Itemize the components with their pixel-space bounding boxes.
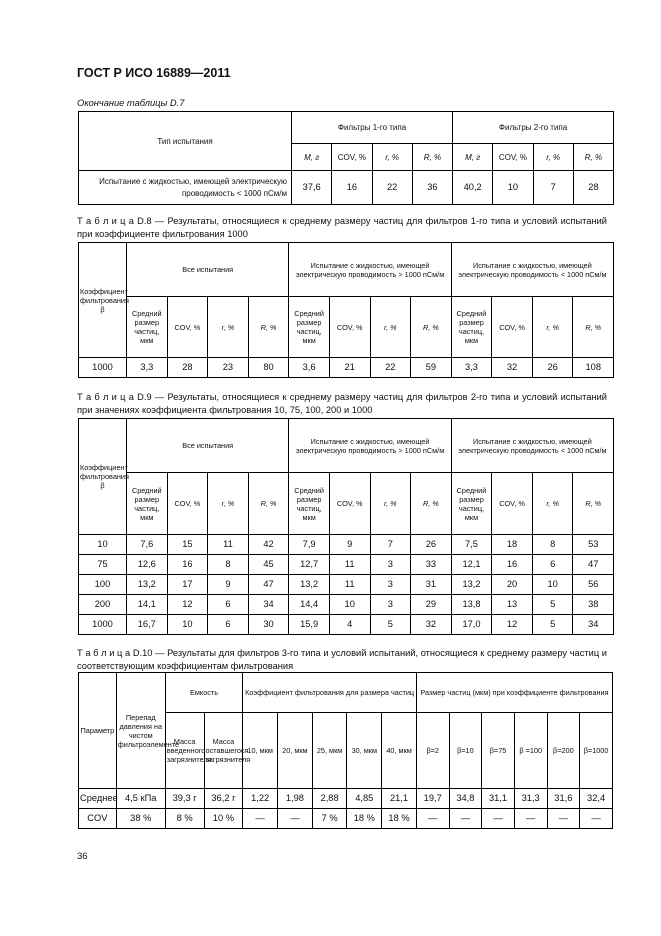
table-cell: 12,1 — [451, 555, 492, 575]
table-cell: 18 % — [382, 809, 417, 829]
table-cell: 4 — [329, 615, 370, 635]
table-cell: 4,85 — [347, 789, 382, 809]
table-cell: 17 — [167, 575, 208, 595]
table-cell: 18 % — [347, 809, 382, 829]
table-cell: 38 — [573, 595, 614, 615]
table-cell: 31,6 — [547, 789, 580, 809]
head-high-conductivity: Испытание с жидкостью, имеющей электрическую проводимость > 1000 пСм/м — [289, 419, 451, 473]
head-mass-retained: Масса оставшегося загрязнителя — [204, 713, 243, 789]
head-beta: Коэффициент фильтрования β — [79, 419, 127, 535]
sub-header: r, % — [208, 473, 249, 535]
table-cell: 29 — [411, 595, 452, 615]
table-cell: 37,6 — [292, 171, 332, 205]
sub-header: COV, % — [492, 473, 533, 535]
head-test-type: Тип испытания — [79, 112, 292, 171]
sub-header: R, % — [411, 473, 452, 535]
table-cell: 80 — [248, 358, 289, 378]
sub-header: r, % — [208, 297, 249, 358]
table-row — [79, 809, 613, 829]
table-cell: 5 — [532, 615, 573, 635]
table-cell: 28 — [167, 358, 208, 378]
sub-header: r, % — [370, 297, 411, 358]
table-cell: 34,8 — [449, 789, 482, 809]
table-cell: 18 — [492, 535, 533, 555]
table-row — [79, 789, 613, 809]
table-row — [79, 358, 614, 378]
table-d7-caption: Окончание таблицы D.7 — [77, 98, 185, 108]
table-row — [79, 615, 614, 635]
table-cell: 28 — [573, 171, 613, 205]
table-cell: 5 — [370, 615, 411, 635]
beta-cell: 1000 — [79, 358, 127, 378]
table-cell: 20 — [492, 575, 533, 595]
size-col-header: β=75 — [482, 713, 515, 789]
table-cell: 3 — [370, 555, 411, 575]
table-cell: 34 — [573, 615, 614, 635]
table-cell: 6 — [208, 595, 249, 615]
row-label: Испытание с жидкостью, имеющей электрическую проводимость < 1000 пСм/м — [79, 171, 292, 205]
table-cell: 1,22 — [243, 789, 278, 809]
table-cell: 11 — [329, 555, 370, 575]
table-row — [79, 575, 614, 595]
size-col-header: β=10 — [449, 713, 482, 789]
table-d10 — [78, 672, 613, 829]
head-pressure-drop: Перепад давления на чистом фильтроэлементе — [116, 673, 165, 789]
sub-header: COV, % — [329, 473, 370, 535]
sub-header: Средний размер частиц, мкм — [127, 473, 168, 535]
table-cell: — — [482, 809, 515, 829]
table-cell: 7,6 — [127, 535, 168, 555]
col-header: r, % — [372, 144, 412, 171]
table-cell: — — [278, 809, 313, 829]
table-cell: 7 % — [312, 809, 347, 829]
table-cell: 2,88 — [312, 789, 347, 809]
table-cell: 11 — [329, 575, 370, 595]
table-cell: 8 % — [165, 809, 204, 829]
col-header: М, г — [292, 144, 332, 171]
table-cell: 16 — [492, 555, 533, 575]
table-cell: 12 — [167, 595, 208, 615]
table-cell: 5 — [532, 595, 573, 615]
table-cell: 53 — [573, 535, 614, 555]
head-beta-group: Коэффициент фильтрования для размера частиц — [243, 673, 417, 713]
sub-header: Средний размер частиц, мкм — [127, 297, 168, 358]
table-cell: 8 — [532, 535, 573, 555]
table-cell: 10 — [493, 171, 533, 205]
table-cell: 34 — [248, 595, 289, 615]
beta-cell: 1000 — [79, 615, 127, 635]
table-cell: 14,1 — [127, 595, 168, 615]
size-col-header: β =100 — [514, 713, 547, 789]
table-cell: 16 — [332, 171, 372, 205]
beta-cell: 200 — [79, 595, 127, 615]
table-cell: 13 — [492, 595, 533, 615]
table-cell: — — [243, 809, 278, 829]
table-cell: 56 — [573, 575, 614, 595]
table-cell: 3 — [370, 575, 411, 595]
table-cell: 26 — [532, 358, 573, 378]
document-title: ГОСТ Р ИСО 16889—2011 — [77, 66, 231, 80]
table-cell: 12 — [492, 615, 533, 635]
head-capacity: Емкость — [165, 673, 243, 713]
table-cell: 30 — [248, 615, 289, 635]
table-cell: 3,3 — [127, 358, 168, 378]
table-cell: 108 — [573, 358, 614, 378]
table-cell: 59 — [411, 358, 452, 378]
head-parameter: Параметр — [79, 673, 117, 789]
table-cell: 10 — [532, 575, 573, 595]
head-all-tests: Все испытания — [127, 243, 289, 297]
table-cell: 31,1 — [482, 789, 515, 809]
table-cell: 6 — [532, 555, 573, 575]
head-low-conductivity: Испытание с жидкостью, имеющей электрическую проводимость < 1000 пСм/м — [451, 243, 613, 297]
sub-header: Средний размер частиц, мкм — [289, 297, 330, 358]
sub-header: COV, % — [167, 473, 208, 535]
beta-cell: 100 — [79, 575, 127, 595]
sub-header: COV, % — [492, 297, 533, 358]
col-header: R, % — [412, 144, 452, 171]
table-cell: 7 — [370, 535, 411, 555]
table-cell: 47 — [248, 575, 289, 595]
size-col-header: β=200 — [547, 713, 580, 789]
head-high-conductivity: Испытание с жидкостью, имеющей электрическую проводимость > 1000 пСм/м — [289, 243, 451, 297]
sub-header: r, % — [370, 473, 411, 535]
beta-col-header: 40, мкм — [382, 713, 417, 789]
table-d7 — [78, 111, 614, 205]
head-all-tests: Все испытания — [127, 419, 289, 473]
table-cell: 45 — [248, 555, 289, 575]
table-cell: 13,2 — [289, 575, 330, 595]
table-cell: 36 — [412, 171, 452, 205]
table-cell: 39,3 г — [165, 789, 204, 809]
size-col-header: β=2 — [416, 713, 449, 789]
page-number: 36 — [77, 851, 88, 862]
table-cell: 16,7 — [127, 615, 168, 635]
beta-cell: 75 — [79, 555, 127, 575]
table-cell: 36,2 г — [204, 789, 243, 809]
table-cell: 14,4 — [289, 595, 330, 615]
size-col-header: β=1000 — [580, 713, 613, 789]
col-header: COV, % — [493, 144, 533, 171]
head-low-conductivity: Испытание с жидкостью, имеющей электрическую проводимость < 1000 пСм/м — [451, 419, 613, 473]
table-cell: — — [580, 809, 613, 829]
table-cell: — — [449, 809, 482, 829]
table-cell: 16 — [167, 555, 208, 575]
table-cell: 26 — [411, 535, 452, 555]
table-cell: 7 — [533, 171, 573, 205]
table-cell: 1,98 — [278, 789, 313, 809]
beta-col-header: 25, мкм — [312, 713, 347, 789]
sub-header: Средний размер частиц, мкм — [451, 297, 492, 358]
table-cell: 42 — [248, 535, 289, 555]
table-cell: 3 — [370, 595, 411, 615]
table-cell: 9 — [208, 575, 249, 595]
table-cell: 32 — [411, 615, 452, 635]
table-cell: 32,4 — [580, 789, 613, 809]
table-cell: 13,2 — [127, 575, 168, 595]
head-beta: Коэффициент фильтрования β — [79, 243, 127, 358]
table-cell: 13,8 — [451, 595, 492, 615]
table-d9 — [78, 418, 614, 635]
table-cell: 8 — [208, 555, 249, 575]
table-cell: — — [514, 809, 547, 829]
sub-header: R, % — [573, 297, 614, 358]
head-size-group: Размер частиц (мкм) при коэффициенте фильтрования — [416, 673, 612, 713]
sub-header: R, % — [573, 473, 614, 535]
table-cell: 15,9 — [289, 615, 330, 635]
table-cell: 12,7 — [289, 555, 330, 575]
row-label: COV — [79, 809, 117, 829]
table-cell: 31 — [411, 575, 452, 595]
sub-header: R, % — [248, 297, 289, 358]
table-d10-caption: Т а б л и ц а D.10 — Результаты для фильтров 3-го типа и условий испытаний, относящиеся к среднему размеру частиц и соответствующим коэффициентам фильтрования — [77, 648, 607, 671]
table-d8 — [78, 242, 614, 378]
head-filters-type1: Фильтры 1-го типа — [292, 112, 453, 144]
table-cell: 23 — [208, 358, 249, 378]
table-cell: 47 — [573, 555, 614, 575]
table-cell: 19,7 — [416, 789, 449, 809]
table-cell: — — [547, 809, 580, 829]
beta-cell: 10 — [79, 535, 127, 555]
table-cell: 10 % — [204, 809, 243, 829]
sub-header: r, % — [532, 473, 573, 535]
table-cell: 32 — [492, 358, 533, 378]
sub-header: R, % — [411, 297, 452, 358]
table-cell: 17,0 — [451, 615, 492, 635]
head-mass-introduced: Масса введенного загрязнителя — [165, 713, 204, 789]
col-header: М, г — [453, 144, 493, 171]
col-header: R, % — [573, 144, 613, 171]
row-label: Среднее — [79, 789, 117, 809]
table-cell: 11 — [208, 535, 249, 555]
table-d9-caption: Т а б л и ц а D.9 — Результаты, относящиеся к среднему размеру частиц для фильтров 2-го типа и условий испытаний при значениях коэффициента фильтрования 10, 75, 100, 200 и 1000 — [77, 392, 607, 415]
table-cell: 31,3 — [514, 789, 547, 809]
table-cell: 7,9 — [289, 535, 330, 555]
table-row — [79, 595, 614, 615]
sub-header: COV, % — [329, 297, 370, 358]
table-cell: — — [416, 809, 449, 829]
table-row — [79, 535, 614, 555]
table-cell: 6 — [208, 615, 249, 635]
table-cell: 21 — [329, 358, 370, 378]
table-cell: 22 — [370, 358, 411, 378]
table-cell: 7,5 — [451, 535, 492, 555]
table-cell: 40,2 — [453, 171, 493, 205]
table-d8-caption: Т а б л и ц а D.8 — Результаты, относящиеся к среднему размеру частиц для фильтров 1-го типа и условий испытаний при коэффициенте фильтрования 1000 — [77, 216, 607, 239]
table-cell: 21,1 — [382, 789, 417, 809]
table-cell: 38 % — [116, 809, 165, 829]
col-header: r, % — [533, 144, 573, 171]
beta-col-header: 20, мкм — [278, 713, 313, 789]
table-cell: 13,2 — [451, 575, 492, 595]
table-cell: 22 — [372, 171, 412, 205]
table-row — [79, 555, 614, 575]
sub-header: Средний размер частиц, мкм — [451, 473, 492, 535]
beta-col-header: 30, мкм — [347, 713, 382, 789]
table-cell: 15 — [167, 535, 208, 555]
beta-col-header: 10, мкм — [243, 713, 278, 789]
table-cell: 10 — [329, 595, 370, 615]
sub-header: Средний размер частиц, мкм — [289, 473, 330, 535]
head-filters-type2: Фильтры 2-го типа — [453, 112, 614, 144]
sub-header: COV, % — [167, 297, 208, 358]
table-cell: 3,3 — [451, 358, 492, 378]
table-cell: 12,6 — [127, 555, 168, 575]
col-header: COV, % — [332, 144, 372, 171]
table-cell: 9 — [329, 535, 370, 555]
table-cell: 4,5 кПа — [116, 789, 165, 809]
table-cell: 3,6 — [289, 358, 330, 378]
sub-header: r, % — [532, 297, 573, 358]
table-cell: 33 — [411, 555, 452, 575]
table-cell: 10 — [167, 615, 208, 635]
sub-header: R, % — [248, 473, 289, 535]
